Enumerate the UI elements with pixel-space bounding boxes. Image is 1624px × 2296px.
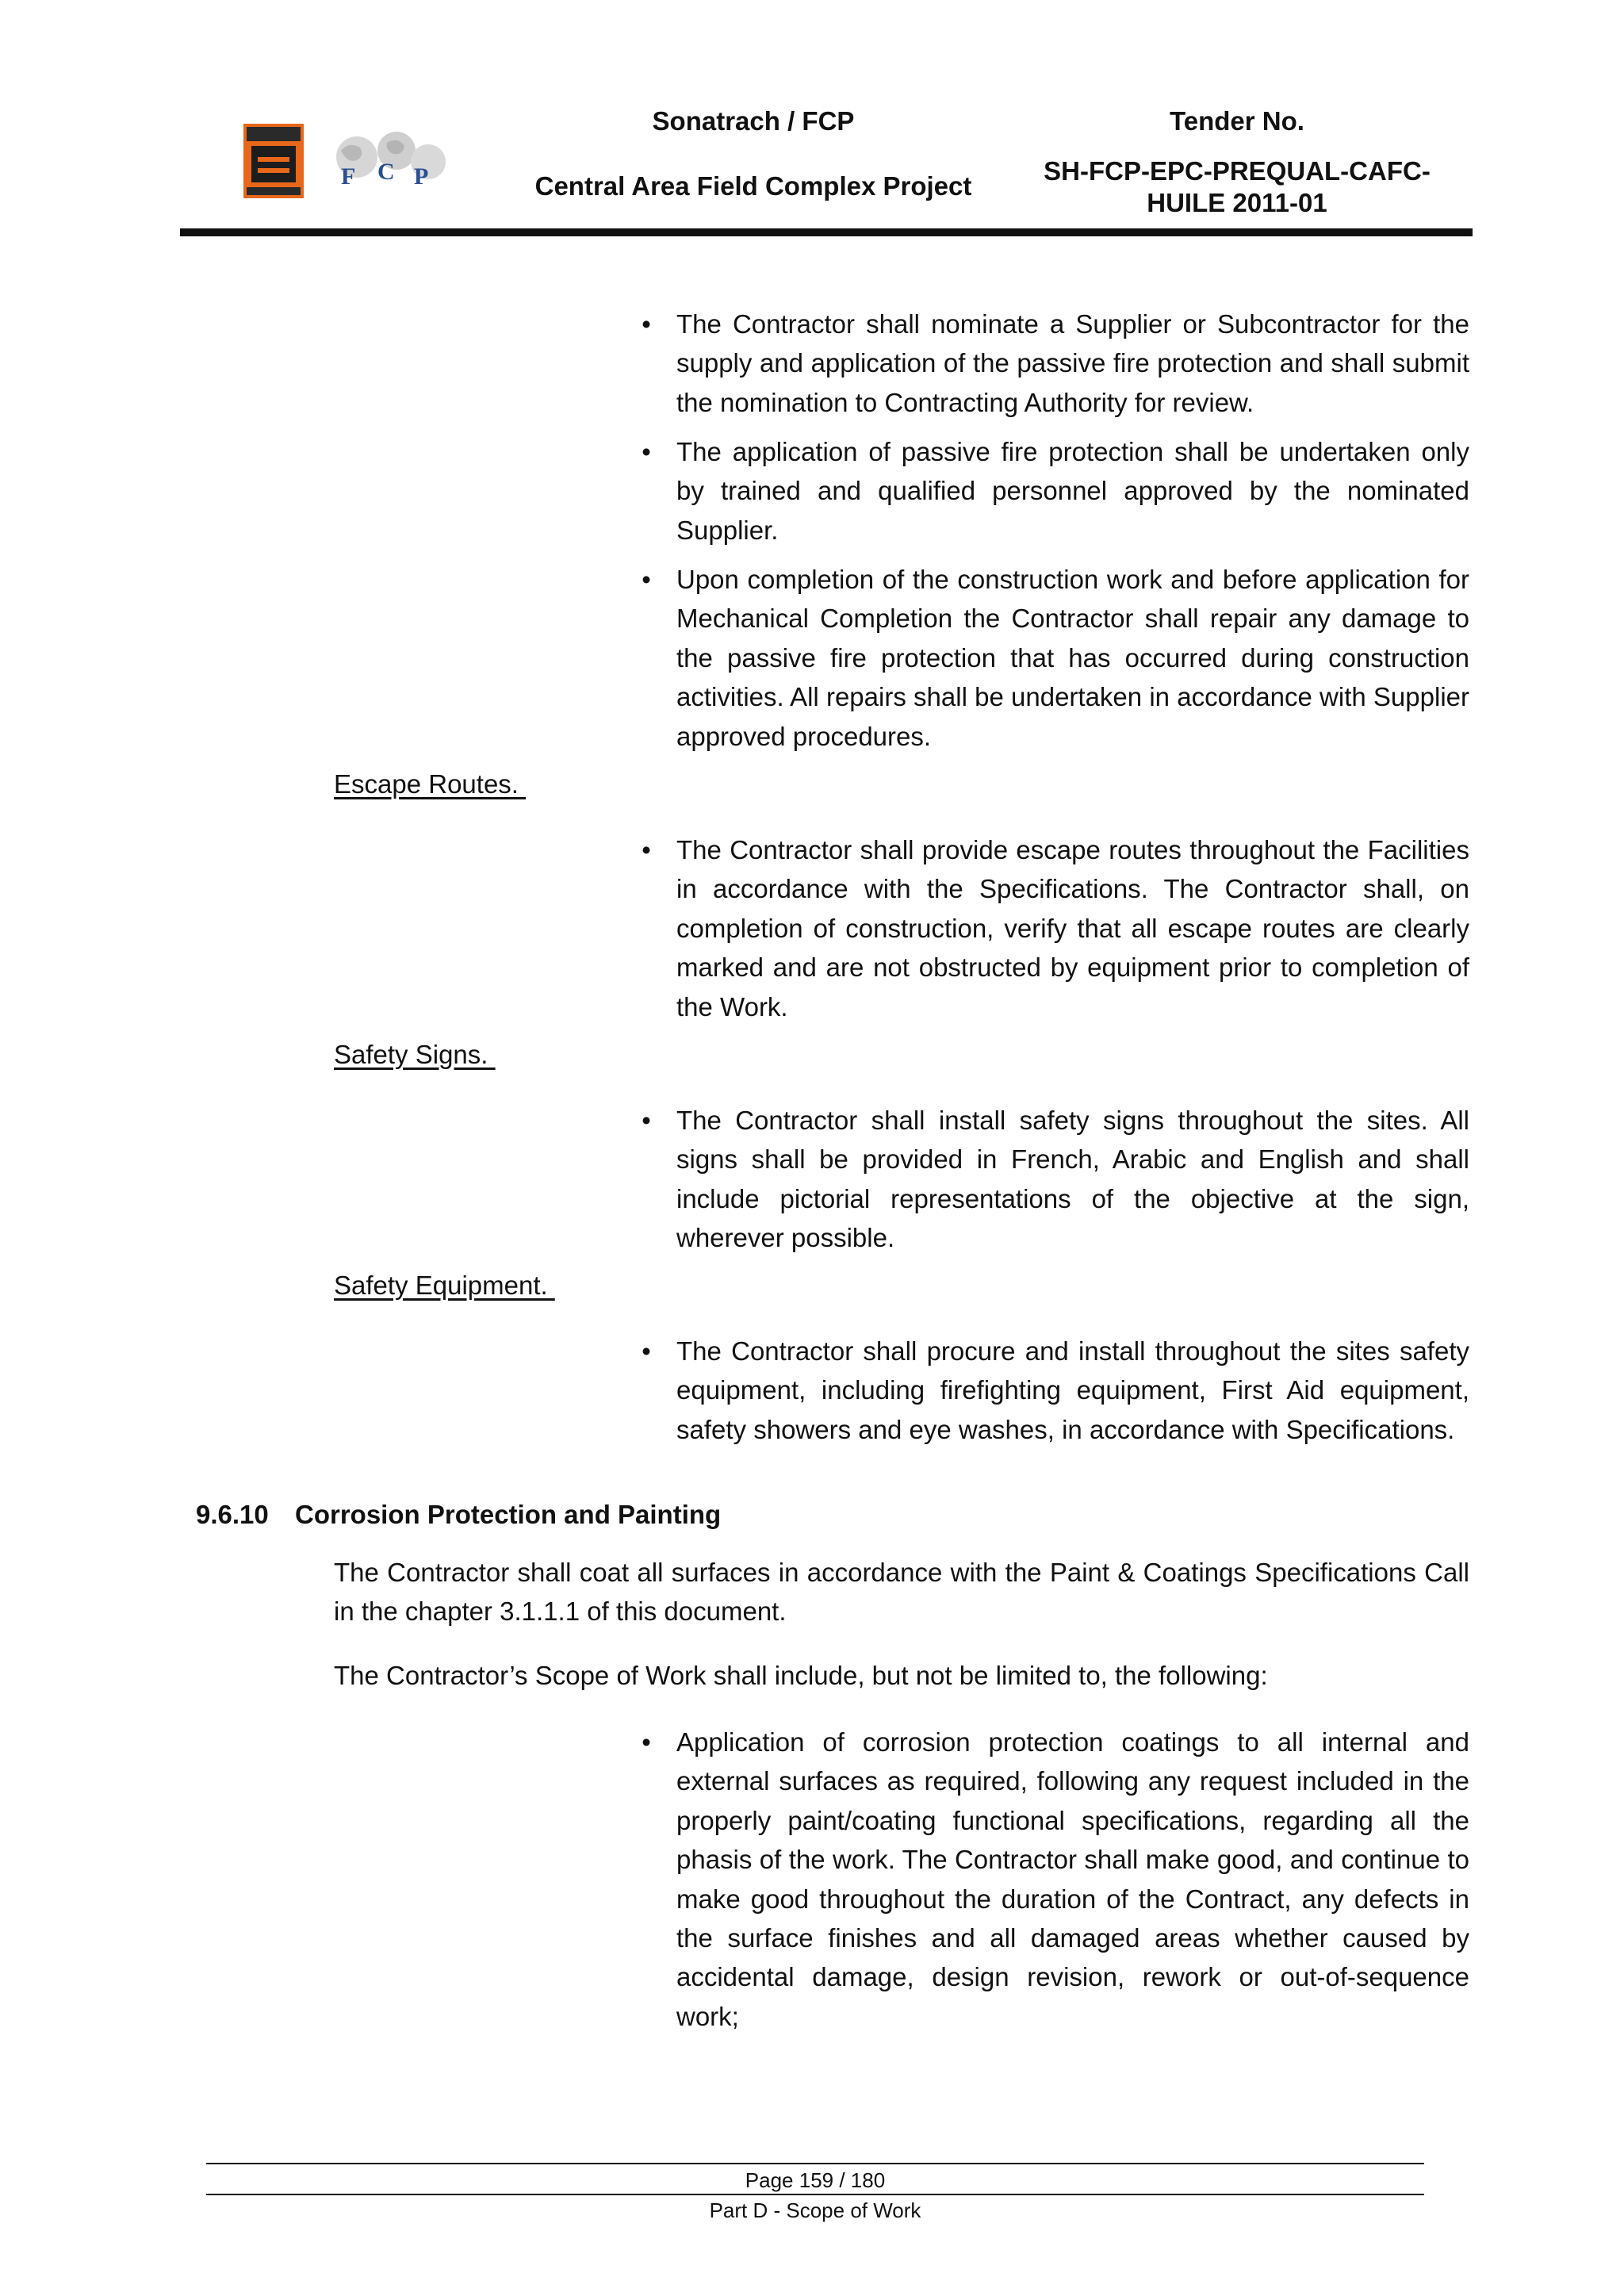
footer-rule bbox=[206, 2194, 1424, 2195]
bullet-dot: • bbox=[642, 309, 651, 339]
bullet-dot: • bbox=[642, 1336, 651, 1366]
section-bullet-text: Application of corrosion protection coatings to all internal and external surfaces as required, following any request included in the properly paint/coating functional specifications, regarding all the phasis of the work. The Contractor shall make good, and continue to make good throughout the duration of the Contract, any defects in the surface finishes and all damaged areas whether caused by accidental damage, design revision, rework or out-of-sequence work; bbox=[676, 1727, 1469, 2031]
footer-rule bbox=[206, 2163, 1424, 2164]
svg-text:F: F bbox=[341, 163, 356, 190]
safety-signs-heading: Safety Signs. bbox=[334, 1040, 496, 1069]
bullet-dot: • bbox=[642, 1727, 651, 1757]
header-company: Sonatrach / FCP bbox=[652, 106, 855, 136]
bullet-dot: • bbox=[642, 1106, 651, 1135]
header-tender-label: Tender No. bbox=[1170, 106, 1304, 136]
footer-part: Part D - Scope of Work bbox=[709, 2198, 921, 2222]
svg-text:P: P bbox=[414, 163, 429, 190]
header-rule bbox=[180, 228, 1473, 236]
bullet-dot: • bbox=[642, 437, 651, 466]
escape-routes-text: The Contractor shall provide escape routes throughout the Facilities in accordance with the Specifications. The Contractor shall, on completion of construction, verify that all escape routes are clearly marked and are not obstructed by equipment prior to completion of the Work. bbox=[676, 835, 1469, 1022]
header-project: Central Area Field Complex Project bbox=[534, 171, 972, 201]
sonatrach-logo bbox=[243, 124, 304, 198]
bullet-text: The application of passive fire protection shall be undertaken only by trained and qualified personnel approved by the nominated Supplier. bbox=[676, 437, 1469, 545]
section-paragraph: The Contractor shall coat all surfaces in accordance with the Paint & Coatings Specifications Call in the chapter 3.1.1.1 of this document. bbox=[334, 1558, 1469, 1627]
footer-page-number: Page 159 / 180 bbox=[745, 2168, 886, 2192]
svg-text:C: C bbox=[377, 159, 395, 185]
section-number: 9.6.10 bbox=[196, 1500, 269, 1529]
section-title: Corrosion Protection and Painting bbox=[295, 1500, 722, 1529]
safety-equipment-text: The Contractor shall procure and install throughout the sites safety equipment, including firefighting equipment, First Aid equipment, safety showers and eye washes, in accordance with Specifications. bbox=[676, 1336, 1469, 1444]
escape-routes-heading: Escape Routes. bbox=[334, 769, 527, 799]
bullet-dot: • bbox=[642, 565, 651, 594]
bullet-text: Upon completion of the construction work and before application for Mechanical Completion the Contractor shall repair any damage to the passive fire protection that has occurred during construction activities. All repairs shall be undertaken in accordance with Supplier approved procedures. bbox=[676, 565, 1469, 751]
header-tender-code: SH-FCP-EPC-PREQUAL-CAFC-HUILE 2011-01 bbox=[1044, 156, 1431, 217]
bullet-text: The Contractor shall nominate a Supplier or Subcontractor for the supply and application of the passive fire protection and shall submit the nomination to Contracting Authority for review. bbox=[676, 309, 1469, 417]
section-paragraph: The Contractor’s Scope of Work shall include, but not be limited to, the following: bbox=[334, 1661, 1268, 1690]
safety-equipment-heading: Safety Equipment. bbox=[334, 1271, 555, 1300]
bullet-dot: • bbox=[642, 835, 651, 864]
safety-signs-text: The Contractor shall install safety signs throughout the sites. All signs shall be provided in French, Arabic and English and shall include pictorial representations of the objective at the sign, wherever possible. bbox=[676, 1106, 1469, 1253]
fcp-logo bbox=[325, 127, 452, 198]
